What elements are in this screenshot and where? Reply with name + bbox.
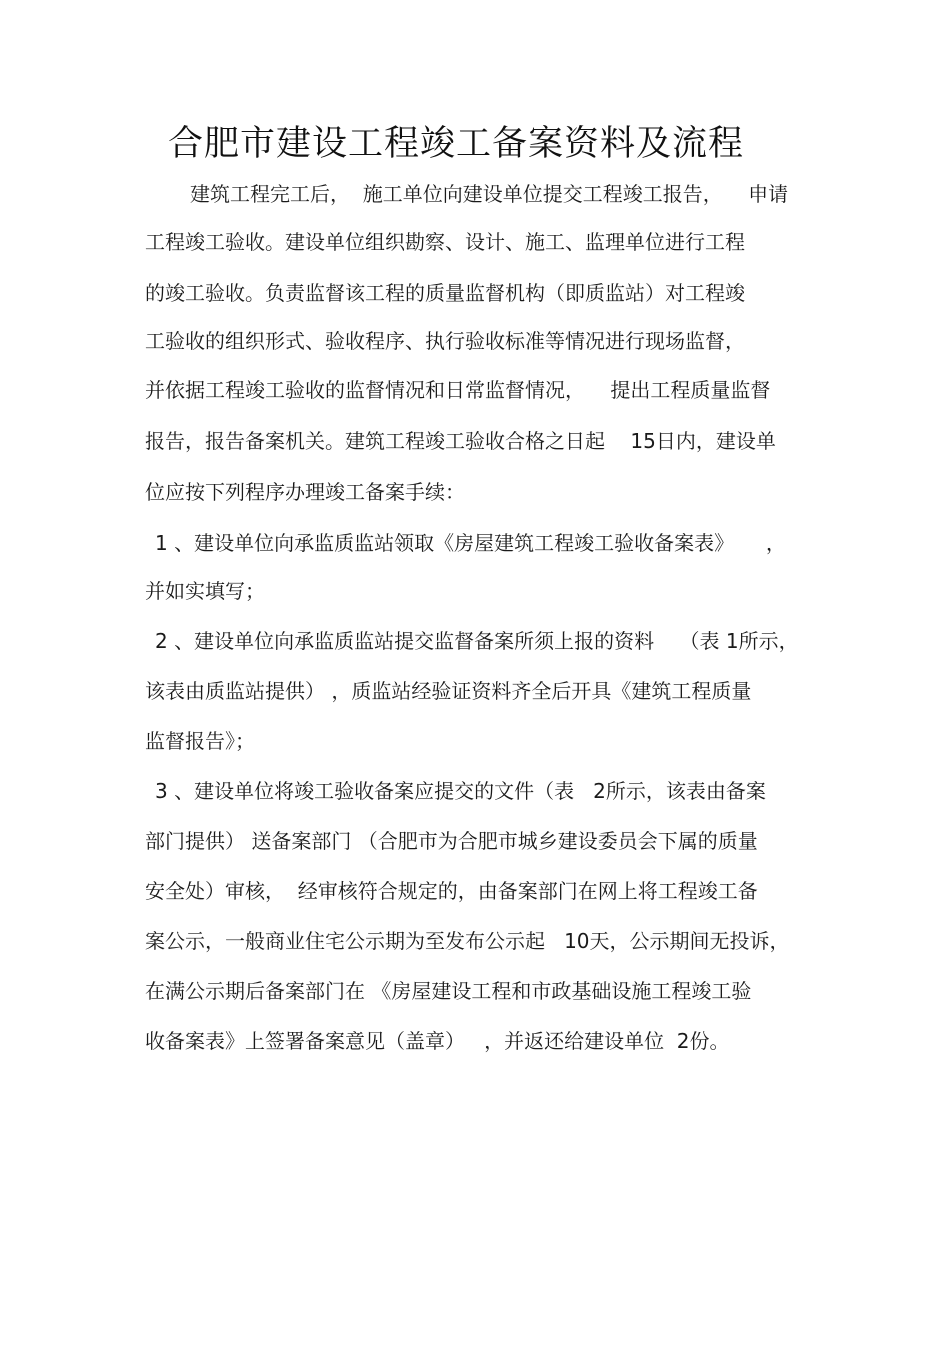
paragraph-line: 并依据工程竣工验收的监督情况和日常监督情况， 提出工程质量监督: [145, 378, 771, 402]
paragraph-line: 安全处）审核， 经审核符合规定的，由备案部门在网上将工程竣工备: [145, 879, 758, 903]
document-title: 合肥市建设工程竣工备案资料及流程: [168, 124, 745, 164]
paragraph-line: 部门提供） 送备案部门 （合肥市为合肥市城乡建设委员会下属的质量: [145, 829, 758, 853]
paragraph-line: 并如实填写；: [145, 579, 265, 603]
paragraph-line: 在满公示期后备案部门在 《房屋建设工程和市政基础设施工程竣工验: [145, 979, 752, 1003]
paragraph-line: 案公示，一般商业住宅公示期为至发布公示起 10天，公示期间无投诉，: [145, 929, 790, 953]
paragraph-line: 位应按下列程序办理竣工备案手续：: [145, 480, 465, 504]
list-item-line: 3 、建设单位将竣工验收备案应提交的文件（表 2所示，该表由备案: [155, 779, 766, 803]
paragraph-line: 监督报告》；: [145, 729, 255, 753]
paragraph-line: 工程竣工验收。建设单位组织勘察、设计、施工、监理单位进行工程: [145, 230, 745, 254]
paragraph-line: 建筑工程完工后， 施工单位向建设单位提交工程竣工报告， 申请: [190, 182, 789, 206]
list-item-line: 1 、建设单位向承监质监站领取《房屋建筑工程竣工验收备案表》 ，: [155, 531, 786, 555]
paragraph-line: 工验收的组织形式、验收程序、执行验收标准等情况进行现场监督，: [145, 329, 745, 353]
paragraph-line: 该表由质监站提供） ，质监站经验证资料齐全后开具《建筑工程质量: [145, 679, 752, 703]
paragraph-line: 的竣工验收。负责监督该工程的质量监督机构（即质监站）对工程竣: [145, 281, 745, 305]
list-item-line: 2 、建设单位向承监质监站提交监督备案所须上报的资料 （表 1所示，: [155, 629, 799, 653]
paragraph-line: 报告，报告备案机关。建筑工程竣工验收合格之日起 15日内，建设单: [145, 429, 776, 453]
paragraph-line: 收备案表》上签署备案意见（盖章） ，并返还给建设单位 2份。: [145, 1029, 730, 1053]
